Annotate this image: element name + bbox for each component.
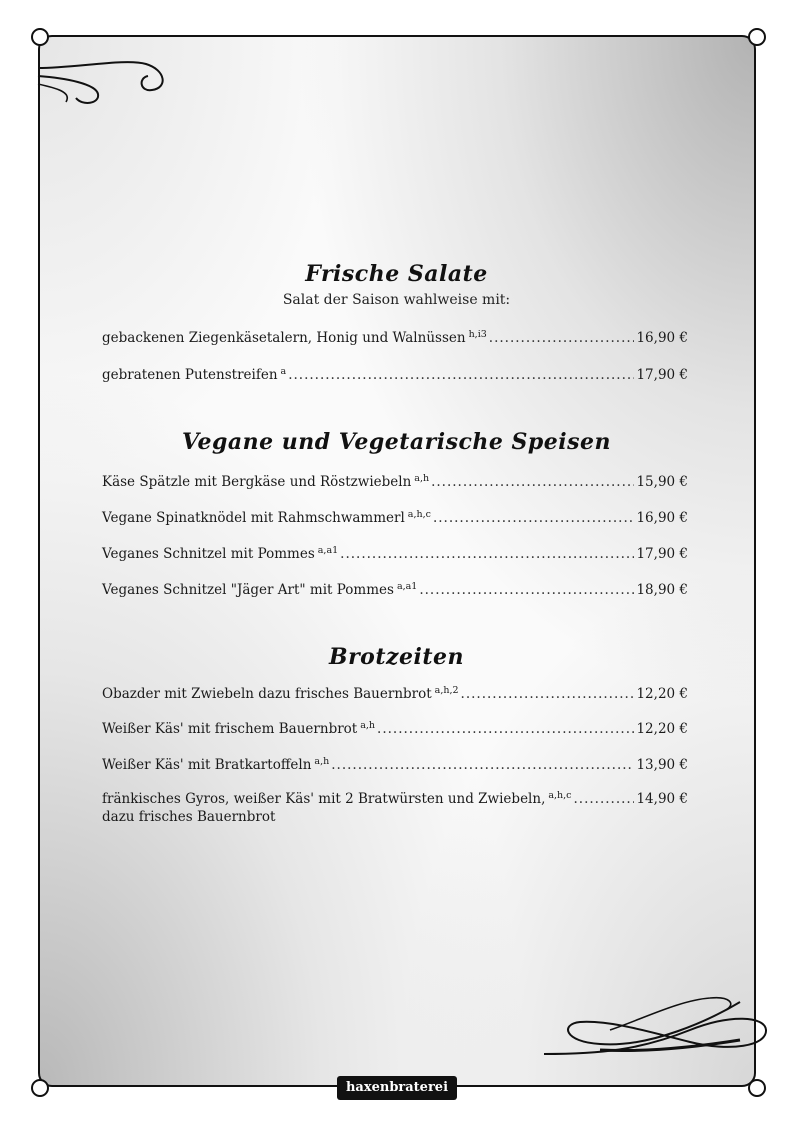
item-name: Veganes Schnitzel mit Pommes (102, 546, 315, 562)
item-name: Weißer Käs' mit frischem Bauernbrot (102, 721, 358, 737)
dot-leader (340, 546, 634, 562)
item-price: 13,90 € (636, 757, 688, 773)
item-allergens: a,h,c (548, 790, 572, 801)
item-allergens: a (280, 366, 287, 377)
item-price: 18,90 € (636, 582, 688, 598)
frame-corner-top-right (748, 28, 766, 46)
menu-item (102, 757, 688, 773)
flourish-ornament-bottom-right (540, 990, 775, 1065)
section-subtitle-salads: Salat der Saison wahlweise mit: (282, 292, 511, 308)
frame-corner-bottom-left (31, 1079, 49, 1097)
menu-item (102, 367, 688, 383)
item-allergens: a,h (360, 720, 376, 731)
item-price: 15,90 € (636, 474, 688, 490)
menu-item (102, 582, 688, 598)
dot-leader (574, 791, 635, 807)
section-title-brotzeiten: Brotzeiten (328, 644, 465, 670)
flourish-ornament-top-left (36, 48, 176, 108)
section-title-salads: Frische Salate (305, 261, 488, 287)
frame-corner-bottom-right (748, 1079, 766, 1097)
item-name-continuation: dazu frisches Bauernbrot (102, 809, 276, 825)
item-price: 12,20 € (636, 686, 688, 702)
menu-item (102, 686, 688, 702)
menu-item (102, 330, 688, 346)
item-allergens: h,i3 (468, 329, 487, 340)
haxenbraterei-logo: haxenbraterei (337, 1076, 457, 1100)
menu-item (102, 510, 688, 526)
item-allergens: a,a1 (396, 581, 418, 592)
dot-leader (489, 330, 635, 346)
dot-leader (377, 721, 634, 737)
menu-item (102, 791, 688, 807)
item-allergens: a,h,c (407, 509, 431, 520)
item-name: Käse Spätzle mit Bergkäse und Röstzwiebeln (102, 474, 412, 490)
item-name: gebackenen Ziegenkäsetalern, Honig und Walnüssen (102, 330, 466, 346)
item-price: 12,20 € (636, 721, 688, 737)
item-price: 14,90 € (636, 791, 688, 807)
item-price: 17,90 € (636, 367, 688, 383)
item-name: Vegane Spinatknödel mit Rahmschwammerl (102, 510, 405, 526)
item-allergens: a,h (414, 473, 430, 484)
item-allergens: a,a1 (317, 545, 339, 556)
item-allergens: a,h (314, 756, 330, 767)
dot-leader (419, 582, 634, 598)
item-name: Weißer Käs' mit Bratkartoffeln (102, 757, 312, 773)
item-price: 17,90 € (636, 546, 688, 562)
item-name: Obazder mit Zwiebeln dazu frisches Bauernbrot (102, 686, 432, 702)
item-price: 16,90 € (636, 510, 688, 526)
item-name: gebratenen Putenstreifen (102, 367, 278, 383)
menu-item (102, 546, 688, 562)
menu-item (102, 474, 688, 490)
item-name: fränkisches Gyros, weißer Käs' mit 2 Bratwürsten und Zwiebeln, (102, 791, 546, 807)
frame-corner-top-left (31, 28, 49, 46)
item-price: 16,90 € (636, 330, 688, 346)
section-title-vegan: Vegane und Vegetarische Speisen (181, 429, 612, 455)
dot-leader (431, 474, 634, 490)
dot-leader (461, 686, 635, 702)
item-allergens: a,h,2 (434, 685, 459, 696)
dot-leader (288, 367, 634, 383)
menu-item (102, 721, 688, 737)
dot-leader (331, 757, 634, 773)
item-name: Veganes Schnitzel "Jäger Art" mit Pommes (102, 582, 394, 598)
dot-leader (433, 510, 635, 526)
